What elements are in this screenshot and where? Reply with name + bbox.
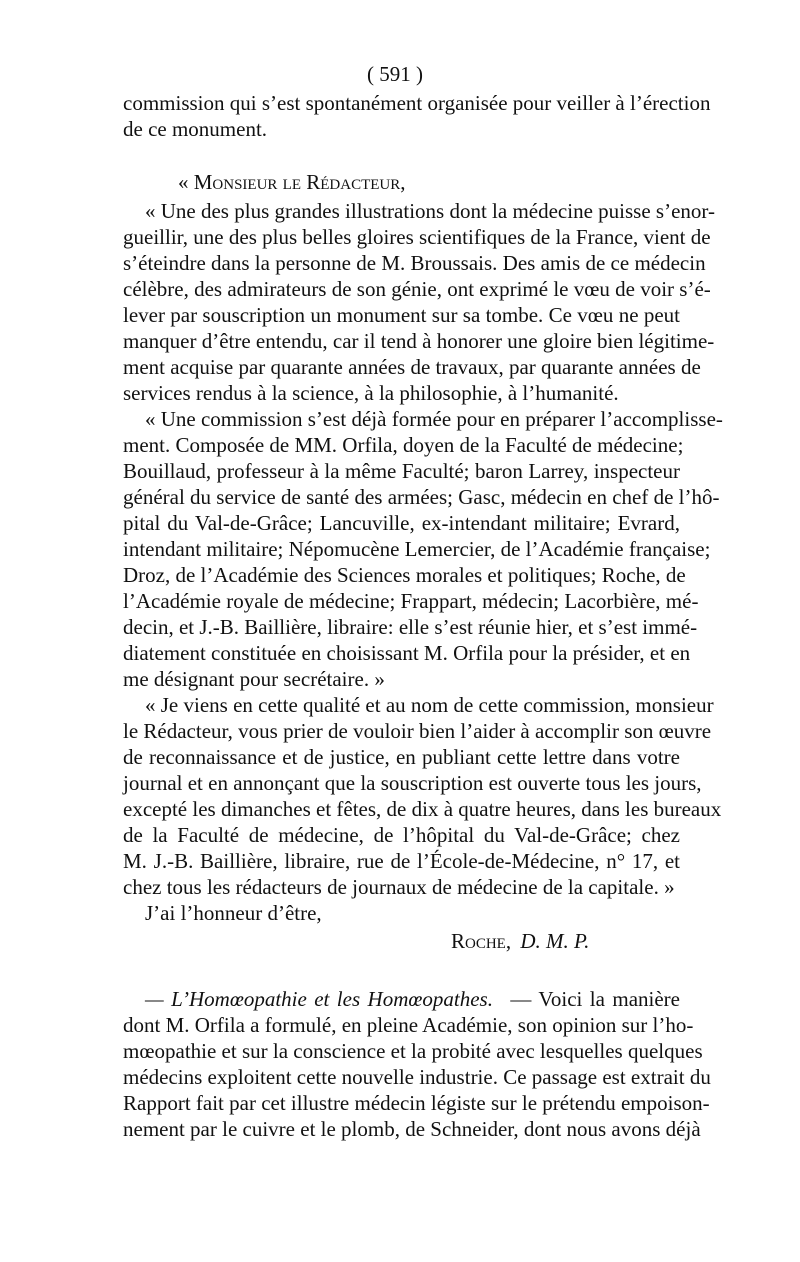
section-first-line: — Voici la manière bbox=[510, 987, 680, 1011]
text-line: Rapport fait par cet illustre médecin légiste sur le prétendu empoison- bbox=[123, 1091, 710, 1115]
text-line: J’ai l’honneur d’être, bbox=[145, 901, 322, 925]
text-line: journal et en annonçant que la souscription est ouverte tous les jours, bbox=[123, 771, 702, 795]
text-line: médecins exploitent cette nouvelle industrie. Ce passage est extrait du bbox=[123, 1065, 711, 1089]
text-line: de ce monument. bbox=[123, 117, 268, 141]
text-line: « Je viens en cette qualité et au nom de cette commission, monsieur bbox=[145, 693, 714, 717]
text-line: gueillir, une des plus belles gloires scientifiques de la France, vient de bbox=[123, 225, 711, 249]
text-line: Bouillaud, professeur à la même Faculté; baron Larrey, inspecteur bbox=[123, 459, 680, 483]
text-line: lever par souscription un monument sur sa tombe. Ce vœu ne peut bbox=[123, 303, 680, 327]
text-line: chez tous les rédacteurs de journaux de médecine de la capitale. » bbox=[123, 875, 675, 899]
text-line: le Rédacteur, vous prier de vouloir bien l’aider à accomplir son œuvre bbox=[123, 719, 712, 743]
text-line: dont M. Orfila a formulé, en pleine Académie, son opinion sur l’ho- bbox=[123, 1013, 694, 1037]
text-line: diatement constituée en choisissant M. Orfila pour la présider, et en bbox=[123, 641, 691, 665]
text-line: « Une des plus grandes illustrations dont la médecine puisse s’enor- bbox=[145, 199, 715, 223]
text-line: ment acquise par quarante années de travaux, par quarante années de bbox=[123, 355, 701, 379]
salutation: « Monsieur le Rédacteur, bbox=[178, 170, 406, 194]
text-line: mœopathie et sur la conscience et la probité avec lesquelles quelques bbox=[123, 1039, 703, 1063]
text-line: intendant militaire; Népomucène Lemercier, de l’Académie française; bbox=[123, 537, 711, 561]
section-title: — L’Homœopathie et les Homœopathes. bbox=[145, 987, 493, 1011]
text-line: manquer d’être entendu, car il tend à honorer une gloire bien légitime- bbox=[123, 329, 715, 353]
text-line: excepté les dimanches et fêtes, de dix à quatre heures, dans les bureaux bbox=[123, 797, 722, 821]
section-heading-line bbox=[145, 986, 680, 1012]
page-number: ( 591 ) bbox=[367, 62, 423, 86]
text-line: decin, et J.-B. Baillière, libraire: elle s’est réunie hier, et s’est immé- bbox=[123, 615, 698, 639]
text-line: services rendus à la science, à la philosophie, à l’humanité. bbox=[123, 381, 619, 405]
text-line: de la Faculté de médecine, de l’hôpital du Val-de-Grâce; chez bbox=[123, 823, 680, 847]
text-line: pital du Val-de-Grâce; Lancuville, ex-intendant militaire; Evrard, bbox=[123, 511, 680, 535]
text-line: s’éteindre dans la personne de M. Broussais. Des amis de ce médecin bbox=[123, 251, 706, 275]
signature-title: D. M. P. bbox=[520, 929, 590, 953]
text-line: général du service de santé des armées; Gasc, médecin en chef de l’hô- bbox=[123, 485, 720, 509]
signature-name: Roche, bbox=[451, 929, 512, 953]
text-line: l’Académie royale de médecine; Frappart, médecin; Lacorbière, mé- bbox=[123, 589, 699, 613]
text-line: me désignant pour secrétaire. » bbox=[123, 667, 385, 691]
text-line: M. J.-B. Baillière, libraire, rue de l’École-de-Médecine, n° 17, et bbox=[123, 849, 680, 873]
text-line: nement par le cuivre et le plomb, de Schneider, dont nous avons déjà bbox=[123, 1117, 701, 1141]
text-line: Droz, de l’Académie des Sciences morales et politiques; Roche, de bbox=[123, 563, 686, 587]
signature bbox=[451, 928, 589, 954]
text-line: de reconnaissance et de justice, en publiant cette lettre dans votre bbox=[123, 745, 680, 769]
text-line: commission qui s’est spontanément organisée pour veiller à l’érection bbox=[123, 91, 711, 115]
text-line: « Une commission s’est déjà formée pour en préparer l’accomplisse- bbox=[145, 407, 723, 431]
text-line: ment. Composée de MM. Orfila, doyen de la Faculté de médecine; bbox=[123, 433, 684, 457]
text-line: célèbre, des admirateurs de son génie, ont exprimé le vœu de voir s’é- bbox=[123, 277, 711, 301]
